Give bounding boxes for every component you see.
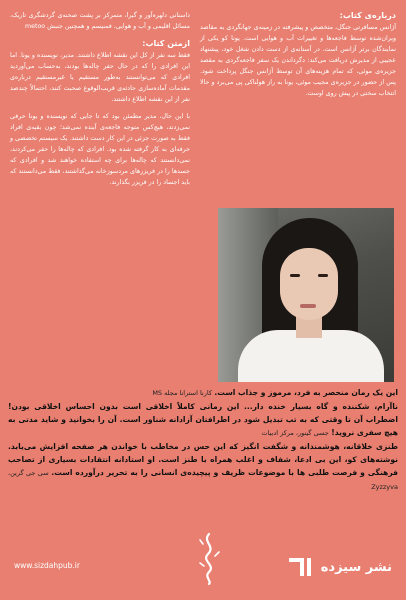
decorative-emblem-icon — [196, 532, 222, 586]
publisher-brand — [289, 558, 392, 576]
excerpt-section — [10, 10, 190, 194]
publisher-website: www.sizdahpub.ir — [14, 561, 80, 570]
publisher-logo-icon — [289, 558, 311, 576]
about-book-heading: درباره‌ی کتاب: — [339, 11, 396, 20]
publisher-name: نشر سیزده — [320, 559, 392, 575]
review-source: کارنا استرانا مجله MS — [152, 389, 212, 397]
excerpt-paragraph: فقط سه نفر از کل این نقشه اطلاع داشتند. مدیر، نویسنده و یونا. اما این افرادی را که در حال حفر چاله‌ها بودند، به‌حساب می‌آوردید افرادی که می‌توانستند به‌طور مستقیم یا غیرمستقیم درباره‌ی مقدمات آماده‌سازی حادثه‌ی قریب‌الوقوع صحبت کنند، احتمالاً چندصد نفر از این نقشه اطلاع داشتند. — [10, 52, 190, 103]
about-book-summary: داستانی دلهره‌آور و گیرا، متمرکز بر پشت صحنه‌ی گردشگری تاریک، مسائل اقلیمی و آب و هوایی، فمنیسم و همچنین جنبش metoo — [10, 12, 190, 30]
about-book-section — [200, 10, 396, 105]
review-quote: طنزی خلاقانه، هوشمندانه و شگفت انگیز که این حس در مخاطب با خواندن هر صفحه افزایش می‌یابد. نوشته‌های کو، این بی ادعا، شفاف و اغلب همراه با طنز است. او استادانه انتقادات بسیاری از تصاحب فرهنگی و فرصت طلبی ها با موضوعات ظریف و پیچیده‌ی انسانی را به تحریر درآورده است. — [8, 442, 399, 477]
excerpt-heading: ازمتن کتاب: — [142, 39, 190, 48]
author-photo — [218, 208, 394, 382]
review-blurbs — [8, 386, 398, 494]
about-book-paragraph: آژانس مسافرتی جنگل، متخصص و پیشرفته در زمینه‌ی جهانگردی به مقاصد ویران‌شده توسط فاجعه‌ها و تغییرات آب و هوایی است. یونا کو یکی از نمایندگان برتر آژانس است. در آستانه‌ی از دست دادن شغل خود، پیشنهاد عجیبی از مدیرش دریافت می‌کند: دگرداندن یک سفر فاجعه‌گردی به مقصد جزیره‌ی موئی، که تمام هزینه‌های آن توسط آژانس جنگل پرداخت شود. پس از حضور در جزیره‌ی مجیب موئی، یونا به راز هولناکی پی می‌برد و حالا انتخاب سختی در پیش روی اوست. — [200, 24, 396, 97]
review-quote: این یک رمان منحصر به فرد، مرموز و جذاب است. — [214, 388, 398, 397]
excerpt-paragraph: با این حال، مدیر مطمئن بود که تا جایی که نویسنده و یونا حرفی نمی‌زدند، هیچ‌کس متوجه فاجعه‌ی آینده نمی‌شد؛ چون بقیه‌ی افراد فقط به صورت جزئی در این کار دست داشتند. یک سیستم تخصصی و حرفه‌ای به کار گرفته شده بود. افرادی که چاله‌ها را حفر می‌کردند، نمی‌دانستند که چاله‌ها برای چه استفاده خواهند شد و افرادی که جسدها را در فریزرهای مردسوزخانه می‌گذاشتند، فقط می‌دانستند که باید اجساد را در فریزر بگذارند. — [10, 113, 190, 186]
review-source: جسی گینور، مرکز ادبیات — [261, 429, 329, 437]
review-quote: ناآرام، شکننده و گاه بسیار خنده دار... این رمانی کاملاً اخلاقی است بدون احساس اخلاقی بودن! اضطراب آن تا وقتی که به تب تبدیل شود در اطرافتان آزادانه شناور است. آن را بخوانید و شاید مدتی به هیچ سفری نروید! — [8, 402, 398, 437]
review-source: سی جی گرین، Zyzzyva — [8, 469, 398, 491]
